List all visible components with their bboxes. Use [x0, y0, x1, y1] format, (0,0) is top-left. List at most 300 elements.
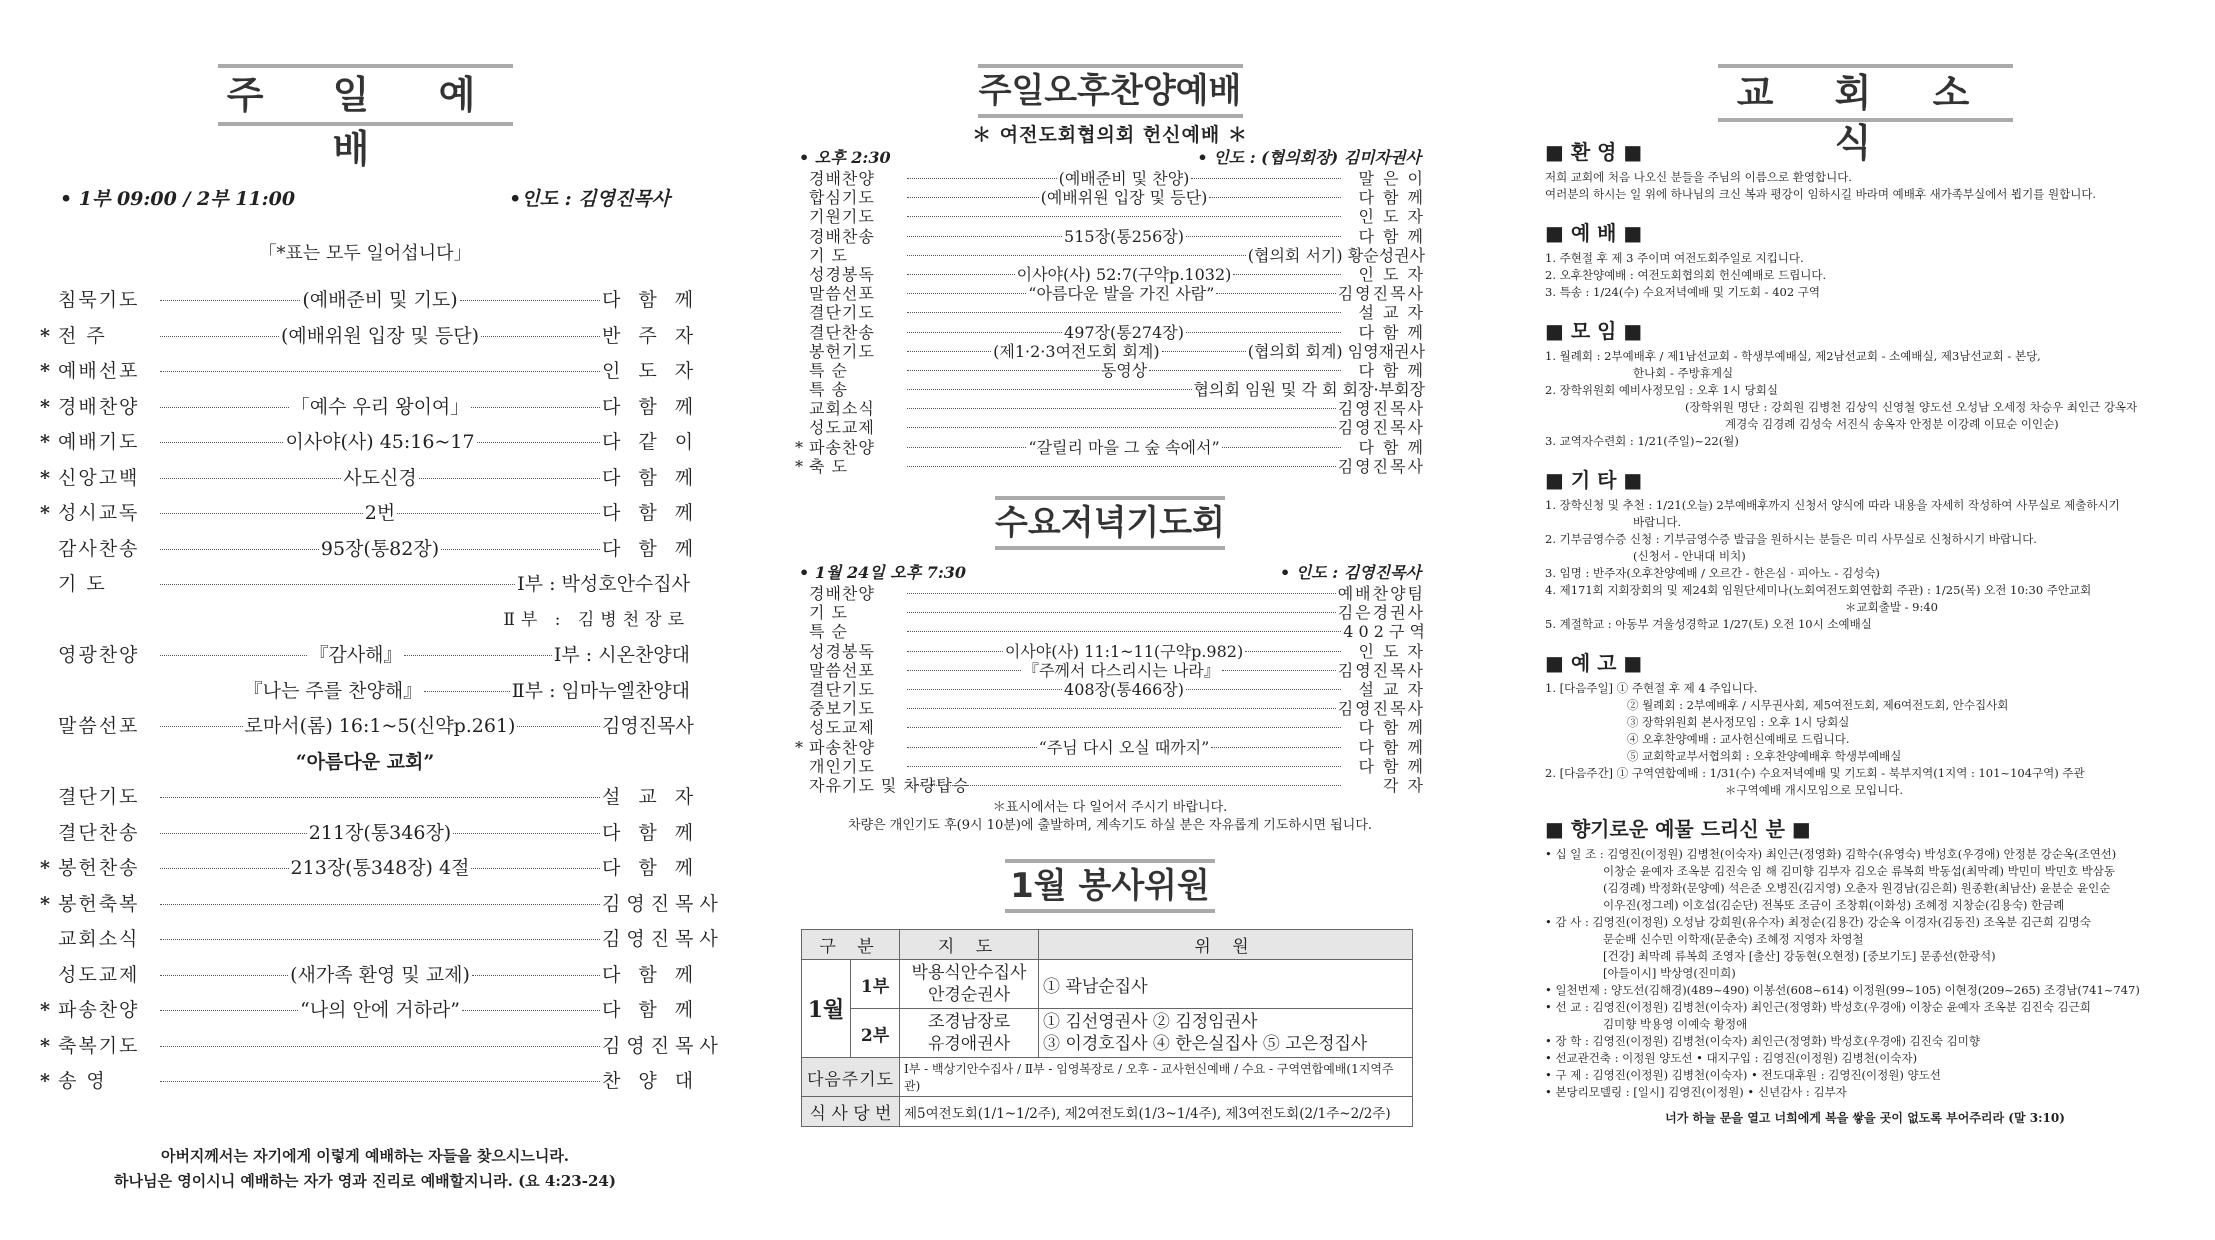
- section-notice: ■ 예 고 ■: [1545, 651, 1643, 675]
- order-item-detail: 동영상: [1100, 360, 1148, 380]
- leader-dots: [419, 478, 600, 479]
- news-line: ② 월례회 : 2부예배후 / 시무권사회, 제5여전도회, 제6여전도회, 안수집사회: [1627, 698, 2009, 712]
- news-line: 저희 교회에 처음 나오신 분들을 주님의 이름으로 환영합니다.: [1545, 170, 1852, 184]
- order-item: [795, 699, 1425, 718]
- order-item-detail: (제1·2·3여전도회 회계): [993, 341, 1160, 361]
- order-item-label: 침묵기도: [58, 289, 140, 311]
- wednesday-order-list: [795, 584, 1425, 795]
- news-line: 4. 제171회 지회장회의 및 제24회 임원단세미나(노회여전도회연합회 주관) : 1/25(목) 오전 10:30 주안교회: [1545, 583, 2092, 597]
- leader-dots: [907, 274, 1015, 275]
- order-item: [795, 246, 1425, 265]
- order-item: [40, 993, 700, 1029]
- order-item-who: (협의회 회계) 임영재권사: [1247, 341, 1426, 361]
- afternoon-header: [795, 147, 1425, 169]
- order-list-2: [40, 780, 724, 1100]
- table-members: ① 곽남순집사: [1039, 960, 1413, 1009]
- order-item-label: 특 송: [809, 380, 848, 400]
- order-item-star: *: [40, 1070, 50, 1092]
- order-item: [795, 284, 1425, 303]
- leader-dots: [907, 466, 1336, 467]
- order-item: [795, 622, 1425, 641]
- order-item: [795, 757, 1425, 776]
- order-item-label: 말씀선포: [809, 660, 875, 680]
- order-item-detail: 「예수 우리 왕이여」: [290, 395, 470, 418]
- order-item-detail: 211장(통346장): [308, 821, 452, 844]
- order-item-star: *: [40, 431, 50, 453]
- order-item: [795, 188, 1425, 207]
- order-item-who: 다 함 께: [602, 821, 700, 844]
- order-item: [795, 323, 1425, 342]
- leader-dots: [397, 513, 600, 514]
- order-item-who: 설 교 자: [1358, 303, 1425, 323]
- order-item: [795, 680, 1425, 699]
- news-line: 계경숙 김경례 김성숙 서진식 송옥자 안정분 이강례 이묘순 이인순): [1725, 417, 2059, 431]
- order-item-who: 김영진목사: [1337, 418, 1425, 438]
- table-meal-label: 식 사 당 번: [802, 1097, 900, 1127]
- order-item: [795, 342, 1425, 361]
- leader-dots: [1211, 747, 1341, 748]
- news-line: • 본당리모델링 : [일시] 김영진(이정원) • 신년감사 : 김부자: [1545, 1085, 1847, 1099]
- leader-dots: [160, 371, 600, 372]
- leader-dots: [160, 939, 600, 940]
- leader-dots: [907, 255, 1246, 256]
- leader-dots: [160, 549, 319, 550]
- order-item: [795, 738, 1425, 757]
- order-item: [795, 776, 1425, 795]
- order-item-label: 중보기도: [809, 699, 875, 719]
- leader-dots: [907, 293, 1026, 294]
- order-item-label: 개인기도: [809, 756, 875, 776]
- order-item-who: 김영진목사: [602, 715, 694, 737]
- section-meetings-body: [1545, 348, 2185, 450]
- order-item-label: 경배찬송: [809, 226, 875, 246]
- leader-dots: [517, 726, 600, 727]
- news-line: [건강] 최막례 류복희 조영자 [출산] 강동현(오현정) [중보기도] 문종선(한광석): [1603, 949, 1996, 963]
- order-item-who: 인 도 자: [1358, 264, 1425, 284]
- news-line: 3. 교역자수련회 : 1/21(주일)~22(월): [1545, 434, 1739, 448]
- news-line: ＊교회출발 - 9:40: [1845, 600, 1938, 614]
- order-item-who: 4 0 2 구 역: [1343, 622, 1425, 642]
- leader-dots: [160, 1046, 600, 1047]
- order-item-detail: “아름다운 발을 가진 사람”: [1028, 284, 1215, 304]
- order-item-label: 송 영: [58, 1070, 107, 1092]
- afternoon-leader: • 인도 : (협의회장) 김미자권사: [1197, 148, 1421, 167]
- order-item-who: 다 함 께: [1358, 322, 1425, 342]
- news-line: ③ 장학위원회 본사정모임 : 오후 1시 당회실: [1627, 715, 1850, 729]
- order-item-who: 김영진목사: [1337, 399, 1425, 419]
- leader-dots: [160, 833, 307, 834]
- order-item-star: *: [40, 502, 50, 524]
- news-line: ④ 오후찬양예배 : 교사헌신예배로 드립니다.: [1627, 732, 1850, 746]
- order-item-detail: 로마서(롬) 16:1~5(신약p.261): [244, 715, 516, 737]
- table-header-division: 구 분: [802, 930, 900, 960]
- leader-dots: [1222, 447, 1341, 448]
- news-line: 2. 기부금영수증 신청 : 기부금영수증 발급을 원하시는 분들은 미리 사무실로 신청하시기 바랍니다.: [1545, 532, 2037, 546]
- leader-dots: [471, 868, 600, 869]
- leader-dots: [1186, 236, 1341, 237]
- order-item-star: *: [795, 737, 803, 757]
- volunteers-table: [801, 929, 1413, 1127]
- order-item-detail: 213장(통348장) 4절: [290, 857, 470, 879]
- order-item-who: 김영진목사: [602, 1034, 724, 1057]
- leader-dots: [907, 332, 1062, 333]
- leader-dots: [907, 689, 1062, 690]
- news-line: 2. [다음주간] ① 구역연합예배 : 1/31(수) 수요저녁예배 및 기도회 - 북부지역(1지역 : 101~104구역) 주관: [1545, 766, 2085, 780]
- order-item-detail: 95장(통82장): [320, 537, 440, 560]
- table-row: [802, 1058, 1413, 1097]
- order-item-who: 김은경권사: [1337, 603, 1425, 623]
- leader-dots: [1222, 670, 1336, 671]
- news-line: 이창순 윤예자 조옥분 김진숙 임 해 김미향 김부자 김오순 류복희 박동섭(최막례) 박민미 박민호 박삼동: [1603, 864, 2115, 878]
- order-item-detail: (새가족 환영 및 교제): [290, 963, 470, 986]
- leader-dots: [424, 691, 510, 692]
- news-line: 3. 특송 : 1/24(수) 수요저녁예배 및 기도회 - 402 구역: [1545, 285, 1821, 299]
- news-line: ⑤ 교회학교부서협의회 : 오후찬양예배후 학생부예배실: [1627, 749, 1902, 763]
- order-list: [40, 283, 700, 603]
- leader-dots: [907, 612, 1336, 613]
- order-item-who: 다 함 께: [1358, 737, 1426, 757]
- news-line: (신청서 - 안내대 비치): [1633, 549, 1746, 563]
- leader-dots: [907, 651, 1003, 652]
- order-item-label: 결단기도: [809, 303, 875, 323]
- order-item-label: 성경봉독: [809, 641, 875, 661]
- order-item: [40, 532, 700, 568]
- leader-dots: [907, 197, 1039, 198]
- leader-dots: [160, 407, 289, 408]
- leader-dots: [1186, 689, 1341, 690]
- order-item-who: 다 함 께: [1358, 226, 1425, 246]
- order-item-label: 기 도: [809, 245, 848, 265]
- news-line: • 감 사 : 김영진(이정원) 오성남 강희원(유수자) 최정순(김용간) 강순옥 이경자(김동진) 조옥분 김근희 김명숙: [1545, 915, 2091, 929]
- order-item: [795, 227, 1425, 246]
- leader-dots: [160, 1010, 298, 1011]
- order-item-star: *: [40, 466, 50, 489]
- leader-dots: [907, 216, 1341, 217]
- order-item-detail: 『나는 주를 찬양해』: [243, 679, 423, 702]
- leader-dots: [907, 351, 991, 352]
- order-item: [795, 457, 1425, 476]
- news-line: 1. 월례회 : 2부예배후 / 제1남선교회 - 학생부예배실, 제2남선교회 - 소예배실, 제3남선교회 - 본당,: [1545, 349, 2041, 363]
- leader-dots: [441, 549, 600, 550]
- leader-dots: [160, 478, 341, 479]
- order-item-who: 다 함 께: [1358, 188, 1426, 208]
- section-worship-body: [1545, 250, 2185, 301]
- volunteers-title: 1월 봉사위원: [1005, 859, 1215, 913]
- news-line: (장학위원 명단 : 강희원 김병천 김상익 신영철 양도선 오성남 오세정 차승우 최인근 강옥자: [1685, 400, 2138, 414]
- leader-dots: [160, 513, 363, 514]
- order-item-who: 인 도 자: [1358, 641, 1426, 661]
- order-item-star: *: [40, 395, 50, 418]
- order-item-detail: (예배위원 입장 및 등단): [1040, 188, 1208, 208]
- leader-dots: [472, 975, 600, 976]
- order-item-who: 협의회 임원 및 각 회 회장·부회장: [1193, 380, 1425, 400]
- order-item: [795, 380, 1425, 399]
- standing-note: 「*표는 모두 일어섭니다」: [258, 243, 472, 264]
- leader-dots: [160, 797, 600, 798]
- order-item: [795, 718, 1425, 737]
- leader-dots: [907, 766, 1341, 767]
- order-item-label: 기 도: [58, 573, 107, 595]
- order-item-label: 경배찬양: [58, 395, 140, 418]
- order-item: [795, 584, 1425, 603]
- leader-dots: [160, 336, 279, 337]
- section-welcome: ■ 환 영 ■: [1545, 140, 1643, 164]
- order-item-glory2: [40, 674, 690, 710]
- leader-dots: [1191, 178, 1341, 179]
- wednesday-time: • 1월 24일 오후 7:30: [799, 563, 967, 582]
- table-lead: 박용식안수집사 안경순권사: [900, 960, 1039, 1009]
- order-item-detail: 이사야(사) 52:7(구약p.1032): [1016, 264, 1232, 284]
- order-item-star: *: [40, 1034, 50, 1057]
- order-item-label: 영광찬양: [58, 644, 140, 666]
- page-title: 주 일 예 배: [218, 64, 513, 126]
- leader-dots: [1162, 351, 1246, 352]
- news-line: 5. 계절학교 : 아동부 겨울성경학교 1/27(토) 오전 10시 소예배실: [1545, 617, 1872, 631]
- table-row: [802, 1097, 1413, 1127]
- news-line: (김경례) 박정화(문양예) 석은준 오병진(김지영) 오춘자 원경남(김은희) 원종환(최남산) 윤분순 윤인순: [1603, 881, 2111, 895]
- order-item-label: 성시교독: [58, 502, 140, 524]
- order-item-label: 결단기도: [58, 786, 140, 808]
- order-item-label: 신앙고백: [58, 466, 140, 489]
- order-item: [795, 361, 1425, 380]
- afternoon-worship-column: [795, 0, 1425, 1240]
- sermon-title: “아름다운 교회”: [295, 750, 435, 773]
- table-next-label: 다음주기도: [802, 1058, 900, 1097]
- table-part: 2부: [851, 1009, 900, 1058]
- order-item-star: *: [795, 456, 803, 476]
- order-item-detail: 497장(통274장): [1064, 322, 1184, 342]
- order-item-who: Ⅰ부 : 박성호안수집사: [517, 573, 690, 595]
- leader-dots: [462, 1010, 600, 1011]
- order-item: [40, 780, 700, 816]
- leader-dots: [907, 370, 1099, 371]
- sunday-worship-column: [40, 0, 724, 1240]
- leader-dots: [160, 300, 300, 301]
- order-item-detail: “나의 안에 거하라”: [300, 999, 460, 1021]
- order-item-who: 다 함 께: [602, 289, 700, 311]
- leader-dots: [160, 726, 243, 727]
- order-item-label: 특 순: [809, 360, 848, 380]
- section-offerings: ■ 향기로운 예물 드리신 분 ■: [1545, 817, 1811, 841]
- news-line: 3. 임명 : 반주자(오후찬양예배 / 오르간 - 한은심 · 피아노 - 김성숙): [1545, 566, 1880, 580]
- order-item-label: 예배기도: [58, 431, 140, 453]
- order-item-star: *: [40, 360, 50, 382]
- leader-dots: [1245, 651, 1341, 652]
- leader-dots: [477, 442, 600, 443]
- service-header: [40, 184, 690, 211]
- news-line: 1. 장학신청 및 추천 : 1/21(오늘) 2부예배후까지 신청서 양식에 따라 내용을 자세히 작성하여 사무실로 제출하시기: [1545, 498, 2120, 512]
- order-item-label: 결단기도: [809, 679, 875, 699]
- order-item-label: 축복기도: [58, 1034, 140, 1057]
- order-item-who: 다 함 께: [602, 537, 700, 560]
- order-item: [795, 207, 1425, 226]
- leader-dots: [160, 904, 600, 905]
- afternoon-order-list: [795, 169, 1425, 476]
- leader-dots: [907, 178, 1057, 179]
- news-line: 바랍니다.: [1633, 515, 1682, 529]
- news-line: 김미향 박용영 이예숙 황정애: [1603, 1017, 1748, 1031]
- order-item-label: 결단찬송: [58, 821, 140, 844]
- wednesday-title: 수요저녁기도회: [995, 496, 1225, 550]
- order-item: [40, 567, 690, 603]
- order-item-detail: “갈릴리 마을 그 숲 속에서”: [1028, 437, 1220, 457]
- order-item-label: 성도교제: [809, 718, 875, 738]
- afternoon-time: • 오후 2:30: [799, 148, 891, 167]
- order-item-who: 김영진목사: [1337, 699, 1425, 719]
- leader-dots: [160, 655, 307, 656]
- order-item-who: 다 함 께: [602, 466, 700, 489]
- order-item-who: 설 교 자: [1358, 679, 1425, 699]
- order-item-label: 파송찬양: [58, 999, 140, 1021]
- order-item-who: 말 은 이: [1358, 169, 1426, 188]
- order-item-label: 봉헌축복: [58, 892, 140, 915]
- section-other: ■ 기 타 ■: [1545, 468, 1643, 492]
- order-item: [40, 461, 700, 497]
- order-item-who: 인 도 자: [1358, 207, 1425, 227]
- order-item-detail: “주님 다시 오실 때까지”: [1038, 737, 1210, 757]
- order-item: [40, 1029, 724, 1065]
- order-item-who: 다 함 께: [602, 502, 700, 524]
- order-item-who: 찬 양 대: [602, 1070, 700, 1092]
- order-item-who: 다 함 께: [602, 999, 700, 1021]
- table-header-lead: 지 도: [900, 930, 1039, 960]
- news-line: ＊구역예배 개시모임으로 모입니다.: [1725, 783, 1903, 797]
- table-next-value: Ⅰ부 - 백상기안수집사 / Ⅱ부 - 임영복장로 / 오후 - 교사헌신예배 / 수요 - 구역연합예배(1지역주관): [900, 1058, 1413, 1097]
- order-item: [40, 354, 700, 390]
- service-leader: •인도 : 김영진목사: [509, 188, 670, 210]
- order-item-label: 경배찬양: [809, 169, 875, 188]
- order-item-detail: 『감사해』: [309, 644, 403, 666]
- news-title: 교 회 소 식: [1718, 64, 2013, 122]
- leader-dots: [907, 785, 1341, 786]
- order-item: [795, 303, 1425, 322]
- order-item-word: [40, 709, 694, 745]
- order-item: [40, 958, 700, 994]
- order-item-label: 축 도: [809, 456, 848, 476]
- order-item-star: *: [795, 437, 803, 457]
- leader-dots: [907, 389, 1192, 390]
- order-item-prayer2: [40, 603, 690, 639]
- order-item-detail: 이사야(사) 45:16~17: [285, 431, 475, 453]
- section-welcome-body: [1545, 169, 2185, 203]
- news-line: 이우진(정그레) 이호섭(김순단) 전복또 조금이 조창휘(이화성) 조혜정 지창순(김용숙) 한금례: [1603, 898, 2065, 912]
- order-item-label: 합심기도: [809, 188, 875, 208]
- news-line: • 구 제 : 김영진(이정원) 김병천(이숙자) • 전도대후원 : 김영진(이정원) 양도선: [1545, 1068, 1941, 1082]
- order-item-who: 다 함 께: [602, 963, 700, 986]
- wednesday-notes: [795, 799, 1425, 835]
- order-item-label: 자유기도 및 차량탑승: [809, 775, 970, 795]
- table-members: [1039, 1009, 1413, 1058]
- order-item-detail: (예배준비 및 기도): [302, 289, 458, 311]
- order-item-detail: 515장(통256장): [1064, 226, 1184, 246]
- news-line: • 선교관건축 : 이정원 양도선 • 대지구입 : 김영진(이정원) 김병천(이숙자): [1545, 1051, 1918, 1065]
- news-line: 문순배 신수민 이학재(문춘숙) 조혜정 지영자 차영철: [1603, 932, 1864, 946]
- order-item: [40, 496, 700, 532]
- news-line: 2. 장학위원회 예비사정모임 : 오후 1시 당회실: [1545, 383, 1778, 397]
- order-item-label: 전 주: [58, 324, 107, 347]
- order-item-label: 기 도: [809, 603, 848, 623]
- leader-dots: [471, 407, 600, 408]
- leader-dots: [907, 727, 1341, 728]
- church-news-column: [1545, 0, 2185, 1240]
- leader-dots: [1233, 274, 1341, 275]
- order-item-who: 김영진목사: [1337, 284, 1425, 304]
- table-row: [802, 960, 1413, 1009]
- order-item-star: *: [40, 999, 50, 1021]
- news-line: • 장 학 : 김영진(이정원) 김병천(이숙자) 최인근(정영화) 박성호(우경애) 김진숙 김미향: [1545, 1034, 1980, 1048]
- order-item: [795, 418, 1425, 437]
- order-item: [795, 169, 1425, 188]
- order-item: [40, 425, 700, 461]
- order-item-detail: 2번: [364, 502, 396, 524]
- news-footer-verse: 너가 하늘 문을 열고 너희에게 복을 쌓을 곳이 없도록 부어주리라 (말 3:10): [1665, 1111, 2065, 1125]
- leader-dots: [460, 300, 600, 301]
- order-item-who: Ⅱ부 : 임마누엘찬양대: [511, 679, 691, 702]
- wednesday-note1: ＊표시에서는 다 일어서 주시기 바랍니다.: [992, 800, 1228, 816]
- order-item-who: 다 함 께: [1358, 437, 1426, 457]
- leader-dots: [160, 868, 289, 869]
- order-item-label: 성도교제: [58, 963, 140, 986]
- order-item-who: Ⅱ부 : 김병천장로: [503, 609, 690, 630]
- leader-dots: [160, 584, 515, 585]
- order-item-who: 각 자: [1383, 775, 1425, 795]
- order-item-who: 설 교 자: [602, 786, 700, 808]
- order-item: [40, 1064, 700, 1100]
- leader-dots: [907, 408, 1336, 409]
- order-item-label: 예배선포: [58, 360, 140, 382]
- leader-dots: [481, 336, 600, 337]
- news-line: 한나회 - 주방휴게실: [1633, 366, 1734, 380]
- order-item: [795, 661, 1425, 680]
- table-members-line1: ① 김선영권사 ② 김정임권사: [1043, 1012, 1258, 1033]
- section-other-body: [1545, 497, 2185, 633]
- leader-dots: [160, 442, 283, 443]
- order-item-detail: 사도신경: [343, 466, 417, 489]
- order-item-who: 다 함 께: [602, 857, 700, 879]
- order-item-who: Ⅰ부 : 시온찬양대: [553, 644, 690, 666]
- order-item-detail: (예배위원 입장 및 등단): [280, 324, 480, 347]
- order-item-label: 봉헌기도: [809, 341, 875, 361]
- order-item-star: *: [40, 857, 50, 879]
- order-item-label: 말씀선포: [58, 715, 140, 737]
- wednesday-note2: 차량은 개인기도 후(9시 10분)에 출발하며, 계속기도 하실 분은 자유롭게 기도하시면 됩니다.: [847, 818, 1373, 834]
- order-item-label: 봉헌찬송: [58, 857, 140, 879]
- order-item-glory: [40, 638, 690, 674]
- leader-dots: [907, 631, 1341, 632]
- order-item-label: 말씀선포: [809, 284, 875, 304]
- leader-dots: [1209, 197, 1341, 198]
- footer-verse-line1: 아버지께서는 자기에게 이렇게 예배하는 자들을 찾으시느니라.: [160, 1146, 570, 1165]
- table-month: 1월: [802, 960, 851, 1058]
- order-item: [795, 265, 1425, 284]
- order-item-label: 특 순: [809, 622, 848, 642]
- order-item-who: 다 함 께: [602, 395, 700, 418]
- order-item: [795, 438, 1425, 457]
- order-item: [40, 319, 700, 355]
- table-part: 1부: [851, 960, 900, 1009]
- news-line: • 선 교 : 김영진(이정원) 김병천(이숙자) 최인근(정영화) 박성호(우경애) 이창순 윤예자 조옥분 김진숙 김근희: [1545, 1000, 2091, 1014]
- order-item-who: 김영진목사: [602, 892, 724, 915]
- wednesday-header: [795, 562, 1425, 584]
- news-line: • 십 일 조 : 김영진(이정원) 김병천(이숙자) 최인근(정영화) 김학수(유영숙) 박성호(우경애) 안정분 강순옥(조연선): [1545, 847, 2117, 861]
- order-item-who: 다 함 께: [1358, 718, 1425, 738]
- leader-dots: [907, 708, 1336, 709]
- leader-dots: [404, 655, 551, 656]
- leader-dots: [907, 670, 1021, 671]
- order-item-who: 인 도 자: [602, 360, 700, 382]
- table-header-members: 위 원: [1039, 930, 1413, 960]
- order-item-detail: 『주께서 다스리시는 나라』: [1023, 660, 1220, 680]
